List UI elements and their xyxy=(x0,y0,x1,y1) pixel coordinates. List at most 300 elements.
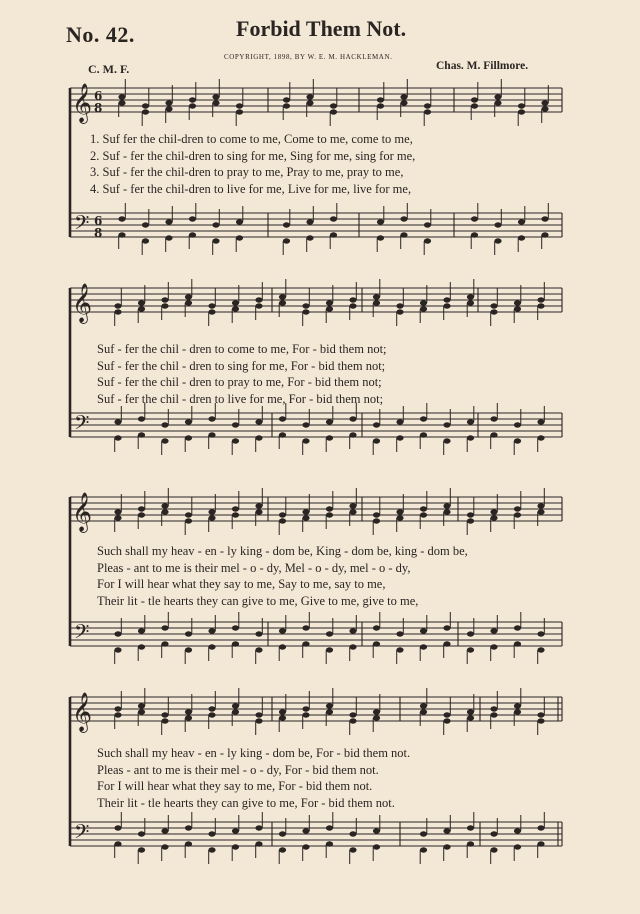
note-head xyxy=(161,641,168,646)
lyrics-system-2 xyxy=(97,341,387,407)
note-head xyxy=(185,647,192,652)
note-head xyxy=(114,309,121,314)
note-head xyxy=(208,644,215,649)
note-head xyxy=(212,222,219,227)
lyric-line: Their lit - tle hearts they can give to me, Give to me, give to me, xyxy=(97,593,419,608)
note-head xyxy=(208,509,215,514)
note-head xyxy=(138,416,145,421)
note-head xyxy=(420,703,427,708)
note-head xyxy=(232,512,239,517)
note-head xyxy=(114,712,121,717)
note-head xyxy=(514,625,521,630)
note-head xyxy=(490,303,497,308)
bass-clef-icon: 𝄢 xyxy=(74,820,90,848)
note-head xyxy=(208,416,215,421)
hymn-number: No. 42. xyxy=(66,22,135,47)
treble-clef-icon: 𝄞 xyxy=(72,492,93,532)
note-head xyxy=(377,235,384,240)
note-head xyxy=(279,432,286,437)
note-head xyxy=(349,432,356,437)
note-head xyxy=(302,625,309,630)
note-head xyxy=(138,306,145,311)
note-head xyxy=(279,644,286,649)
note-head xyxy=(396,419,403,424)
note-head xyxy=(118,216,125,221)
note-head xyxy=(208,432,215,437)
note-head xyxy=(467,841,474,846)
time-signature: 6 xyxy=(94,89,103,103)
note-head xyxy=(326,419,333,424)
note-head xyxy=(377,219,384,224)
note-head xyxy=(490,515,497,520)
note-head xyxy=(326,841,333,846)
note-head xyxy=(185,841,192,846)
copyright-notice: COPYRIGHT, 1898, BY W. E. M. HACKLEMAN. xyxy=(224,53,393,61)
bass-clef-icon: 𝄢 xyxy=(74,211,90,239)
note-head xyxy=(279,300,286,305)
note-head xyxy=(255,303,262,308)
note-head xyxy=(236,109,243,114)
note-head xyxy=(279,628,286,633)
note-head xyxy=(138,703,145,708)
note-head xyxy=(349,297,356,302)
note-head xyxy=(330,216,337,221)
note-head xyxy=(302,303,309,308)
note-head xyxy=(326,506,333,511)
note-head xyxy=(467,435,474,440)
note-head xyxy=(467,518,474,523)
note-head xyxy=(443,438,450,443)
note-head xyxy=(232,422,239,427)
note-head xyxy=(185,709,192,714)
note-head xyxy=(467,715,474,720)
note-head xyxy=(189,103,196,108)
note-head xyxy=(114,631,121,636)
note-head xyxy=(349,718,356,723)
time-signature: 6 xyxy=(94,214,103,228)
note-head xyxy=(114,515,121,520)
note-head xyxy=(255,712,262,717)
note-head xyxy=(541,100,548,105)
note-head xyxy=(165,235,172,240)
note-head xyxy=(279,831,286,836)
note-head xyxy=(232,709,239,714)
lyric-line: Suf - fer the chil - dren to live for me, For - bid them not; xyxy=(97,391,384,406)
note-head xyxy=(302,509,309,514)
note-head xyxy=(494,238,501,243)
note-head xyxy=(185,518,192,523)
note-head xyxy=(514,828,521,833)
note-head xyxy=(467,512,474,517)
lyric-line: For I will hear what they say to me, For - bid them not. xyxy=(97,779,373,793)
note-head xyxy=(373,715,380,720)
note-head xyxy=(467,709,474,714)
note-head xyxy=(537,503,544,508)
note-head xyxy=(142,109,149,114)
note-head xyxy=(232,828,239,833)
bass-clef-icon: 𝄢 xyxy=(74,411,90,439)
note-head xyxy=(373,844,380,849)
note-head xyxy=(537,841,544,846)
note-head xyxy=(373,422,380,427)
note-head xyxy=(490,644,497,649)
note-head xyxy=(420,306,427,311)
note-head xyxy=(114,841,121,846)
note-head xyxy=(279,416,286,421)
bass-clef-icon: 𝄢 xyxy=(74,620,90,648)
note-head xyxy=(236,219,243,224)
note-head xyxy=(114,647,121,652)
note-head xyxy=(161,844,168,849)
note-head xyxy=(232,625,239,630)
note-head xyxy=(232,506,239,511)
note-head xyxy=(232,844,239,849)
note-head xyxy=(373,625,380,630)
note-head xyxy=(420,432,427,437)
note-head xyxy=(400,232,407,237)
note-head xyxy=(349,712,356,717)
lyric-line: 1. Suf fer the chil-dren to come to me, Come to me, come to me, xyxy=(90,132,413,146)
note-head xyxy=(208,309,215,314)
treble-clef-icon: 𝄞 xyxy=(72,692,93,732)
note-head xyxy=(161,297,168,302)
note-head xyxy=(302,844,309,849)
note-head xyxy=(490,416,497,421)
note-head xyxy=(537,419,544,424)
time-signature: 8 xyxy=(94,101,103,115)
note-head xyxy=(400,216,407,221)
hymn-title: Forbid Them Not. xyxy=(236,16,407,41)
time-signature: 8 xyxy=(94,226,103,240)
note-head xyxy=(443,297,450,302)
note-head xyxy=(232,641,239,646)
note-head xyxy=(396,631,403,636)
note-head xyxy=(279,709,286,714)
note-head xyxy=(189,97,196,102)
note-head xyxy=(467,825,474,830)
note-head xyxy=(114,419,121,424)
note-head xyxy=(232,300,239,305)
note-head xyxy=(349,831,356,836)
note-head xyxy=(236,235,243,240)
note-head xyxy=(373,294,380,299)
note-head xyxy=(490,628,497,633)
note-head xyxy=(189,232,196,237)
note-head xyxy=(138,512,145,517)
note-head xyxy=(518,109,525,114)
note-head xyxy=(185,512,192,517)
note-head xyxy=(114,825,121,830)
lyric-line: Pleas - ant to me is their mel - o - dy, For - bid them not. xyxy=(97,762,379,777)
note-head xyxy=(255,509,262,514)
note-head xyxy=(302,641,309,646)
note-head xyxy=(138,644,145,649)
note-head xyxy=(373,709,380,714)
note-head xyxy=(494,222,501,227)
note-head xyxy=(279,518,286,523)
note-head xyxy=(185,300,192,305)
note-head xyxy=(208,515,215,520)
note-head xyxy=(443,828,450,833)
note-head xyxy=(490,847,497,852)
note-head xyxy=(537,297,544,302)
note-head xyxy=(518,235,525,240)
lyric-line: 2. Suf - fer the chil-dren to sing for me, Sing for me, sing for me, xyxy=(90,148,416,163)
note-head xyxy=(138,628,145,633)
note-head xyxy=(537,435,544,440)
note-head xyxy=(326,825,333,830)
note-head xyxy=(443,509,450,514)
note-head xyxy=(161,509,168,514)
note-head xyxy=(255,419,262,424)
note-head xyxy=(302,309,309,314)
note-head xyxy=(349,509,356,514)
note-head xyxy=(467,631,474,636)
note-head xyxy=(490,831,497,836)
lyric-line: Suf - fer the chil - dren to pray to me, For - bid them not; xyxy=(97,375,382,389)
note-head xyxy=(302,712,309,717)
lyrics-system-1 xyxy=(90,131,415,197)
note-head xyxy=(165,100,172,105)
lyric-line: Such shall my heav - en - ly king - dom be, King - dom be, king - dom be, xyxy=(97,544,468,558)
note-head xyxy=(349,416,356,421)
note-head xyxy=(185,825,192,830)
lyric-line: 4. Suf - fer the chil-dren to live for me, Live for me, live for me, xyxy=(90,181,412,196)
note-head xyxy=(514,306,521,311)
note-head xyxy=(138,506,145,511)
note-head xyxy=(326,703,333,708)
note-head xyxy=(490,712,497,717)
note-head xyxy=(161,712,168,717)
lyrics-system-3 xyxy=(97,543,468,609)
note-head xyxy=(349,303,356,308)
meter-label: C. M. F. xyxy=(88,62,130,76)
note-head xyxy=(232,306,239,311)
note-head xyxy=(541,106,548,111)
note-head xyxy=(279,847,286,852)
note-head xyxy=(118,94,125,99)
note-head xyxy=(232,438,239,443)
note-head xyxy=(326,647,333,652)
note-head xyxy=(420,300,427,305)
note-head xyxy=(373,438,380,443)
note-head xyxy=(326,709,333,714)
note-head xyxy=(283,222,290,227)
note-head xyxy=(471,232,478,237)
note-head xyxy=(189,216,196,221)
note-head xyxy=(279,512,286,517)
note-head xyxy=(443,303,450,308)
note-head xyxy=(326,631,333,636)
note-head xyxy=(537,631,544,636)
note-head xyxy=(330,232,337,237)
note-head xyxy=(212,94,219,99)
note-head xyxy=(373,300,380,305)
note-head xyxy=(138,831,145,836)
note-head xyxy=(138,432,145,437)
note-head xyxy=(185,419,192,424)
note-head xyxy=(118,232,125,237)
note-head xyxy=(467,419,474,424)
note-head xyxy=(255,647,262,652)
note-head xyxy=(283,238,290,243)
note-head xyxy=(420,644,427,649)
note-head xyxy=(255,841,262,846)
note-head xyxy=(306,219,313,224)
note-head xyxy=(232,703,239,708)
note-head xyxy=(514,512,521,517)
note-head xyxy=(373,518,380,523)
note-head xyxy=(161,828,168,833)
note-head xyxy=(255,297,262,302)
note-head xyxy=(420,847,427,852)
note-head xyxy=(514,709,521,714)
note-head xyxy=(161,303,168,308)
note-head xyxy=(208,303,215,308)
note-head xyxy=(185,715,192,720)
note-head xyxy=(212,238,219,243)
note-head xyxy=(537,509,544,514)
note-head xyxy=(396,435,403,440)
lyric-line: 3. Suf - fer the chil-dren to pray to me, Pray to me, pray to me, xyxy=(90,165,404,179)
lyric-line: Pleas - ant to me is their mel - o - dy, Mel - o - dy, mel - o - dy, xyxy=(97,560,411,575)
note-head xyxy=(537,303,544,308)
note-head xyxy=(443,844,450,849)
note-head xyxy=(443,718,450,723)
note-head xyxy=(118,100,125,105)
note-head xyxy=(420,506,427,511)
lyric-line: Suf - fer the chil - dren to come to me, For - bid them not; xyxy=(97,342,387,356)
note-head xyxy=(514,300,521,305)
note-head xyxy=(142,103,149,108)
note-head xyxy=(518,103,525,108)
note-head xyxy=(302,422,309,427)
note-head xyxy=(471,97,478,102)
note-head xyxy=(541,232,548,237)
note-head xyxy=(514,422,521,427)
note-head xyxy=(161,422,168,427)
note-head xyxy=(349,847,356,852)
note-head xyxy=(161,438,168,443)
note-head xyxy=(349,503,356,508)
note-head xyxy=(161,503,168,508)
note-head xyxy=(490,706,497,711)
note-head xyxy=(490,309,497,314)
note-head xyxy=(330,109,337,114)
note-head xyxy=(514,506,521,511)
note-head xyxy=(349,644,356,649)
note-head xyxy=(514,703,521,708)
composer-credit: Chas. M. Fillmore. xyxy=(436,60,529,72)
note-head xyxy=(279,294,286,299)
note-head xyxy=(138,709,145,714)
note-head xyxy=(420,628,427,633)
note-head xyxy=(302,438,309,443)
note-head xyxy=(236,103,243,108)
note-head xyxy=(349,628,356,633)
note-head xyxy=(161,718,168,723)
note-head xyxy=(330,103,337,108)
note-head xyxy=(420,512,427,517)
note-head xyxy=(400,100,407,105)
note-head xyxy=(424,238,431,243)
note-head xyxy=(490,432,497,437)
note-head xyxy=(443,712,450,717)
note-head xyxy=(537,712,544,717)
note-head xyxy=(283,97,290,102)
note-head xyxy=(185,435,192,440)
note-head xyxy=(424,103,431,108)
treble-clef-icon: 𝄞 xyxy=(72,283,93,323)
note-head xyxy=(420,709,427,714)
lyric-line: For I will hear what they say to me, Say to me, say to me, xyxy=(97,577,386,591)
note-head xyxy=(306,100,313,105)
note-head xyxy=(326,512,333,517)
note-head xyxy=(302,515,309,520)
note-head xyxy=(283,103,290,108)
note-head xyxy=(443,422,450,427)
note-head xyxy=(541,216,548,221)
note-head xyxy=(114,303,121,308)
note-head xyxy=(114,706,121,711)
note-head xyxy=(420,416,427,421)
note-head xyxy=(424,222,431,227)
note-head xyxy=(443,625,450,630)
note-head xyxy=(208,712,215,717)
note-head xyxy=(114,435,121,440)
note-head xyxy=(537,647,544,652)
note-head xyxy=(165,219,172,224)
note-head xyxy=(302,706,309,711)
lyrics-system-4 xyxy=(97,745,410,811)
note-head xyxy=(114,509,121,514)
note-head xyxy=(396,309,403,314)
note-head xyxy=(396,647,403,652)
note-head xyxy=(208,831,215,836)
note-head xyxy=(212,100,219,105)
note-head xyxy=(514,641,521,646)
note-head xyxy=(302,828,309,833)
note-head xyxy=(537,825,544,830)
note-head xyxy=(467,294,474,299)
note-head xyxy=(208,628,215,633)
note-head xyxy=(518,219,525,224)
note-head xyxy=(326,300,333,305)
note-head xyxy=(142,238,149,243)
note-head xyxy=(279,715,286,720)
note-head xyxy=(377,97,384,102)
note-head xyxy=(467,300,474,305)
note-head xyxy=(208,847,215,852)
note-head xyxy=(142,222,149,227)
note-head xyxy=(424,109,431,114)
note-head xyxy=(467,647,474,652)
note-head xyxy=(255,435,262,440)
lyric-line: Suf - fer the chil - dren to sing for me, For - bid them not; xyxy=(97,358,386,373)
note-head xyxy=(306,235,313,240)
note-head xyxy=(443,503,450,508)
note-head xyxy=(377,103,384,108)
note-head xyxy=(306,94,313,99)
note-head xyxy=(471,216,478,221)
note-head xyxy=(490,509,497,514)
note-head xyxy=(373,828,380,833)
note-head xyxy=(255,503,262,508)
note-head xyxy=(326,306,333,311)
note-head xyxy=(396,515,403,520)
note-head xyxy=(255,825,262,830)
note-head xyxy=(396,509,403,514)
